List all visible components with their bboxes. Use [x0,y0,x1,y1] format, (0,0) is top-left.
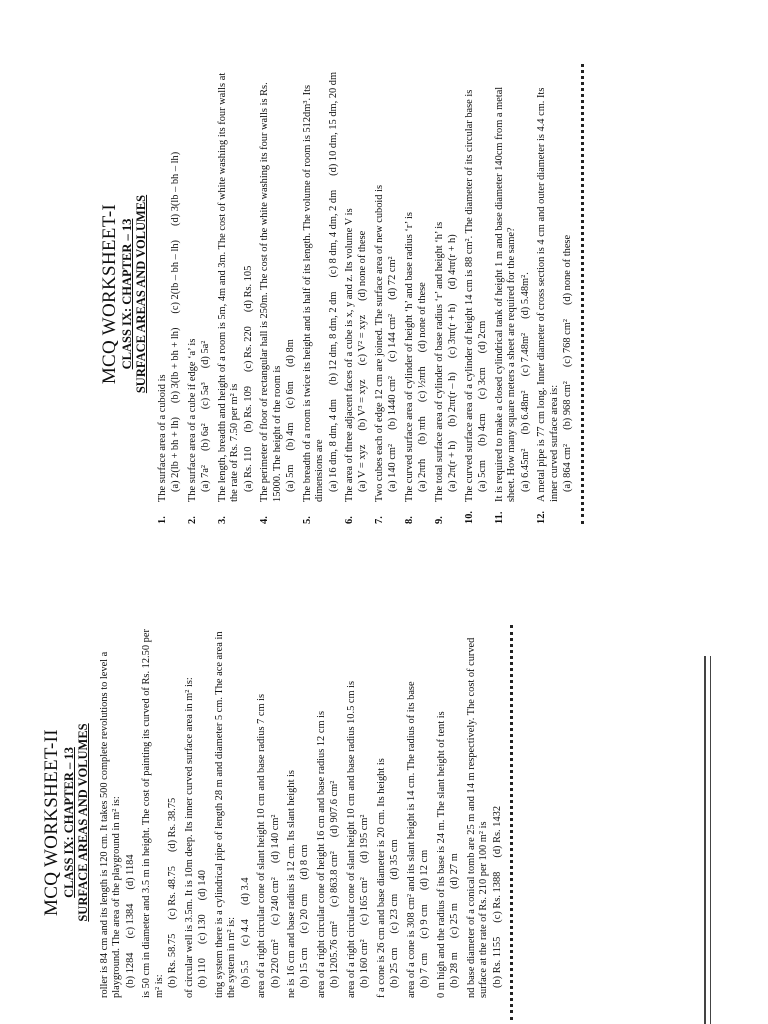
question-text: f a cone is 26 cm and base diameter is 20 cm. Its height is [375,758,387,998]
question-text: area of a cone is 308 cm² and its slant height is 14 cm. The radius of its base [405,681,417,998]
answer-option: (b) 6a² [200,423,212,451]
question-body [346,625,372,998]
question-body [374,64,400,502]
answer-option: (d) 72 cm² [387,256,399,300]
question-item [434,64,460,524]
question-number: 5. [301,516,313,524]
question-options [328,64,340,492]
answer-option: (b) 160 cm² [359,939,371,988]
worksheet-1 [100,64,750,524]
question-options [417,64,429,492]
question-body [157,64,183,502]
question-number: 12. [536,511,548,524]
question-number: 4. [259,516,271,524]
question-number [376,998,402,1020]
answer-option: (b) 5.5 [239,960,251,988]
worksheet-2-questions [99,625,505,1020]
page-edge-line [704,656,706,1024]
question-number: 7. [373,516,385,524]
answer-option: (a) 7a² [200,464,212,492]
question-text: The surface area of a cuboid is [156,374,168,502]
question-item [157,64,183,524]
answer-option: (d) 5.48m². [519,272,531,319]
answer-option: (a) 864 cm² [562,443,574,492]
answer-option: (d) 8m [285,339,297,368]
answer-option: (a) 5cm [477,459,489,492]
answer-option: (d) Rs. 1432 [491,805,503,858]
answer-option: (b) 2πr(r – h) [447,372,459,427]
worksheet-2-title: MCQ WORKSHEET-II [41,729,62,916]
question-options [299,625,311,988]
worksheet-2-class-line: CLASS IX: CHAPTER – 13 [61,747,76,898]
answer-option: (a) 140 cm² [387,443,399,492]
question-options [329,625,341,988]
answer-option: (b) 1205.76 cm² [329,921,341,988]
question-body [99,625,137,998]
question-options [447,64,459,492]
answer-option: (c) 144 cm² [387,313,399,362]
answer-option: (d) 35 cm [389,839,401,880]
question-options [520,64,532,492]
question-item [302,64,340,524]
worksheet-1-dotted-separator [581,64,584,524]
question-options [477,64,489,492]
question-options [240,625,252,988]
question-text: The area of three adjacent faces of a cube is x, y and z. Its volume V is [343,208,355,502]
question-number [214,998,252,1020]
answer-option: (d) none of these [417,282,429,353]
question-options [167,625,179,988]
question-options [357,64,369,492]
answer-option: (a) Rs. 110 [242,446,254,492]
question-item [404,64,430,524]
answer-option: (d) 12 cm [419,849,431,891]
question-options [562,64,574,492]
question-number: 9. [433,516,445,524]
answer-option: (c) 130 [197,914,209,945]
question-options [125,625,137,988]
answer-option: (c) 2(lb – bh – lh) [170,239,182,314]
question-number: 10. [463,511,475,524]
question-text: Two cubes each of edge 12 cm are joined. The surface area of new cuboid is [373,184,385,502]
question-body [302,64,340,502]
answer-option: (c) Rs. 220 [242,326,254,373]
worksheet-1-title: MCQ WORKSHEET-I [99,203,120,385]
question-text: The length, breadth and height of a room is 5m, 4m and 3m. The cost of white washing its four walls at the rate of Rs. 7.50 per m² is [216,72,241,502]
answer-option: (d) 8 cm [299,844,311,880]
question-text: The curved surface area of cylinder of height ‘h’ and base radius ‘r’ is [403,212,415,502]
answer-option: (d) none of these [357,230,369,301]
question-options [492,625,504,988]
question-number [436,998,462,1020]
question-text: ne is 16 cm and base radius is 12 cm. Its slant height is [285,770,297,998]
answer-option: (c) 3cm [477,367,489,400]
question-item [259,64,297,524]
answer-option: (c) 165 cm² [359,877,371,926]
question-body [259,64,297,502]
question-options [170,64,182,492]
answer-option: (c) 5a³ [200,382,212,410]
question-options [285,64,297,492]
answer-option: (c) 25 m [449,903,461,939]
question-text: nd base diameter of a conical tomb are 25 m and 14 m respectively. The cost of curved surface at the rate of Rs. 210 per 100 m² is [465,637,490,998]
question-body [286,625,312,998]
question-text: The curved surface area of a cylinder of height 14 cm is 88 cm². The diameter of its circular base is [463,89,475,502]
question-body [256,625,282,998]
question-number [256,998,282,1020]
answer-option: (b) Rs. 109 [242,386,254,433]
question-item [466,625,504,1020]
answer-option: (d) 3(lb – bh – lh) [170,151,182,226]
answer-option: (c) 768 cm² [562,319,574,368]
question-text: A metal pipe is 77 cm long. Inner diameter of cross section is 4 cm and outer diameter is 4.4 cm. Its inner curved surface area is: [536,87,560,502]
answer-option: (b) 4cm [477,413,489,446]
question-number: 6. [343,516,355,524]
worksheet-1-topic: SURFACE AREAS AND VOLUMES [134,194,149,394]
worksheet-1-header [100,64,149,524]
worksheet-1-questions [157,64,575,524]
worksheet-2-topic: SURFACE AREAS AND VOLUMES [76,723,91,922]
question-item [536,64,574,524]
question-options [270,625,282,988]
question-options [243,64,255,492]
question-number [99,998,137,1020]
question-item [187,64,213,524]
page-edge-line [710,656,711,1024]
answer-option: (c) Rs. 1388 [491,871,503,923]
answer-option: (c) 863.8 cm² [329,851,341,908]
question-number [406,998,432,1020]
answer-option: (c) 240 cm² [269,877,281,926]
answer-option: (b) 25 cm [389,947,401,988]
answer-option: (c) ½πrh [417,366,429,403]
answer-option: (c) 8 dm, 4 dm, 2 dm [327,189,339,278]
question-body [141,625,179,998]
question-text: It is required to make a closed cylindrical tank of height 1 m and base diameter 140cm from a metal sheet. How many square meters a sheet are required for the same? [493,86,518,502]
question-options [197,625,209,988]
question-text: The total surface area of cylinder of base radius ‘r’ and height ‘h’ is [433,221,445,502]
question-body [406,625,432,998]
answer-option: (c) 23 cm [389,893,401,934]
question-body [214,625,252,998]
question-options [200,64,212,492]
question-number: 3. [216,516,228,524]
question-item [346,625,372,1020]
question-item [184,625,210,1020]
answer-option: (a) 2πrh [417,458,429,492]
answer-option: (a) 6.45m² [519,448,531,492]
question-body [494,64,532,502]
question-body [184,625,210,998]
question-number [346,998,372,1020]
question-text: The surface area of a cube if edge ‘a’ is [186,338,198,502]
answer-option: (a) 5m [285,464,297,492]
question-number [184,998,210,1020]
question-item [344,64,370,524]
answer-option: (d) 907.6 cm² [329,780,341,838]
question-body [217,64,255,502]
answer-option: (d) 1184 [124,854,136,890]
question-body [344,64,370,502]
answer-option: (c) 20 cm [299,893,311,934]
question-item [99,625,137,1020]
answer-option: (c) 7.48m² [519,332,531,377]
question-options [387,64,399,492]
answer-option: (b) πrh [417,416,429,445]
answer-option: (b) 220 cm² [269,939,281,988]
question-item [256,625,282,1020]
worksheet-1-class-line: CLASS IX: CHAPTER – 13 [119,218,134,370]
question-number: 11. [493,511,505,524]
answer-option: (c) 4.4 [239,919,251,947]
question-text: The breadth of a room is twice its height and is half of its length. The volume of room is 512dm³. Its dimensions are [301,84,326,502]
question-number: 8. [403,516,415,524]
question-options [359,625,371,988]
answer-option: (b) Rs. 58.75 [167,933,179,988]
answer-option: (b) 12 dm, 8 dm, 2 dm [327,291,339,386]
question-body [436,625,462,998]
question-text: The perimeter of floor of rectangular hall is 250m. The cost of the white washing its four walls is Rs. 15000. The height of the room is [259,82,283,502]
question-text: area of a right circular cone of height 16 cm and base radius 12 cm is [315,710,327,998]
question-body [464,64,490,502]
question-options [419,625,431,988]
question-body [187,64,213,502]
answer-option: (b) 15 cm [299,947,311,988]
question-item [406,625,432,1020]
worksheet-2 [41,625,503,1020]
answer-option: (d) 5a² [200,340,212,369]
question-body [536,64,574,502]
answer-option: (b) 6.48m² [519,390,531,435]
answer-option: (a) 2(lb + bh + lh) [170,417,182,492]
question-item [436,625,462,1020]
answer-option: (c) Rs. 48.75 [167,866,179,920]
answer-option: (b) 1284 [124,952,136,988]
question-text: roller is 84 cm and its length is 120 cm. It takes 500 complete revolutions to level a playground. The area of the playground in m² is: [98,651,123,998]
question-body [404,64,430,502]
answer-option: (b) 968 cm² [562,381,574,430]
answer-option: (d) none of these [562,234,574,306]
question-number [286,998,312,1020]
answer-option: (b) V³ = xyz [357,379,369,431]
answer-option: (c) 9 cm [419,904,431,939]
answer-option: (b) 1440 cm² [387,375,399,430]
question-text: area of a right circular cone of slant height 10 cm and base radius 7 cm is [256,693,268,998]
answer-option: (d) 140 [197,870,209,901]
question-text: 0 m high and the radius of its base is 24 m. The slant height of tent is [435,711,447,998]
answer-option: (a) 16 dm, 8 dm, 4 dm [327,399,339,492]
answer-option: (d) 10 dm, 15 dm, 20 dm [327,71,339,176]
answer-option: (d) Rs. 105 [242,265,254,313]
question-body [376,625,402,998]
answer-option: (a) 2π(r + h) [447,440,459,492]
question-number [316,998,342,1020]
answer-option: (b) 7 cm [419,952,431,988]
answer-option: (b) Rs. 1155 [491,936,503,988]
answer-option: (c) 3πr(r + h) [447,303,459,359]
question-body [316,625,342,998]
question-number: 2. [186,516,198,524]
answer-option: (b) 28 m [449,952,461,988]
answer-option: (d) 4πr(r + h) [447,234,459,290]
answer-option: (b) 3(lb + bh + lh) [170,327,182,404]
question-body [434,64,460,502]
question-item [316,625,342,1020]
question-options [449,625,461,988]
question-number: 1. [156,516,168,524]
answer-option: (b) 4m [285,422,297,451]
question-text: of circular well is 3.5m. It is 10m deep. Its inner curved surface area in m² is: [183,677,195,998]
question-body [466,625,504,998]
answer-option: (c) V² = xyz [357,314,369,366]
answer-option: (b) 110 [197,958,209,988]
worksheet-2-header [42,625,91,1020]
answer-option: (d) 2cm [477,320,489,354]
worksheet-2-dotted-separator [510,625,513,1020]
answer-option: (d) 27 m [449,853,461,889]
answer-option: (d) 195 cm² [359,814,371,864]
question-item [214,625,252,1020]
question-options [389,625,401,988]
answer-option: (d) Rs. 38.75 [167,797,179,853]
question-text: ting system there is a cylindrical pipe of length 28 m and diameter 5 cm. The ace area in the system in m² is: [213,631,238,998]
question-item [374,64,400,524]
answer-option: (c) 6m [285,381,297,409]
question-number [141,998,179,1020]
question-text: is 50 cm in diameter and 3.5 m in height. The cost of painting its curved of Rs. 12.50 per m² is: [141,629,165,998]
question-item [464,64,490,524]
question-text: area of a right circular cone of slant height 10 cm and base radius 10.5 cm is [345,680,357,998]
question-item [376,625,402,1020]
question-item [494,64,532,524]
answer-option: (d) 3.4 [239,877,251,906]
answer-option: (d) 140 cm² [269,814,281,864]
question-item [141,625,179,1020]
question-number [466,998,504,1020]
answer-option: (c) 1384 [124,903,136,939]
question-item [217,64,255,524]
question-item [286,625,312,1020]
answer-option: (a) V = xyz [357,444,369,492]
